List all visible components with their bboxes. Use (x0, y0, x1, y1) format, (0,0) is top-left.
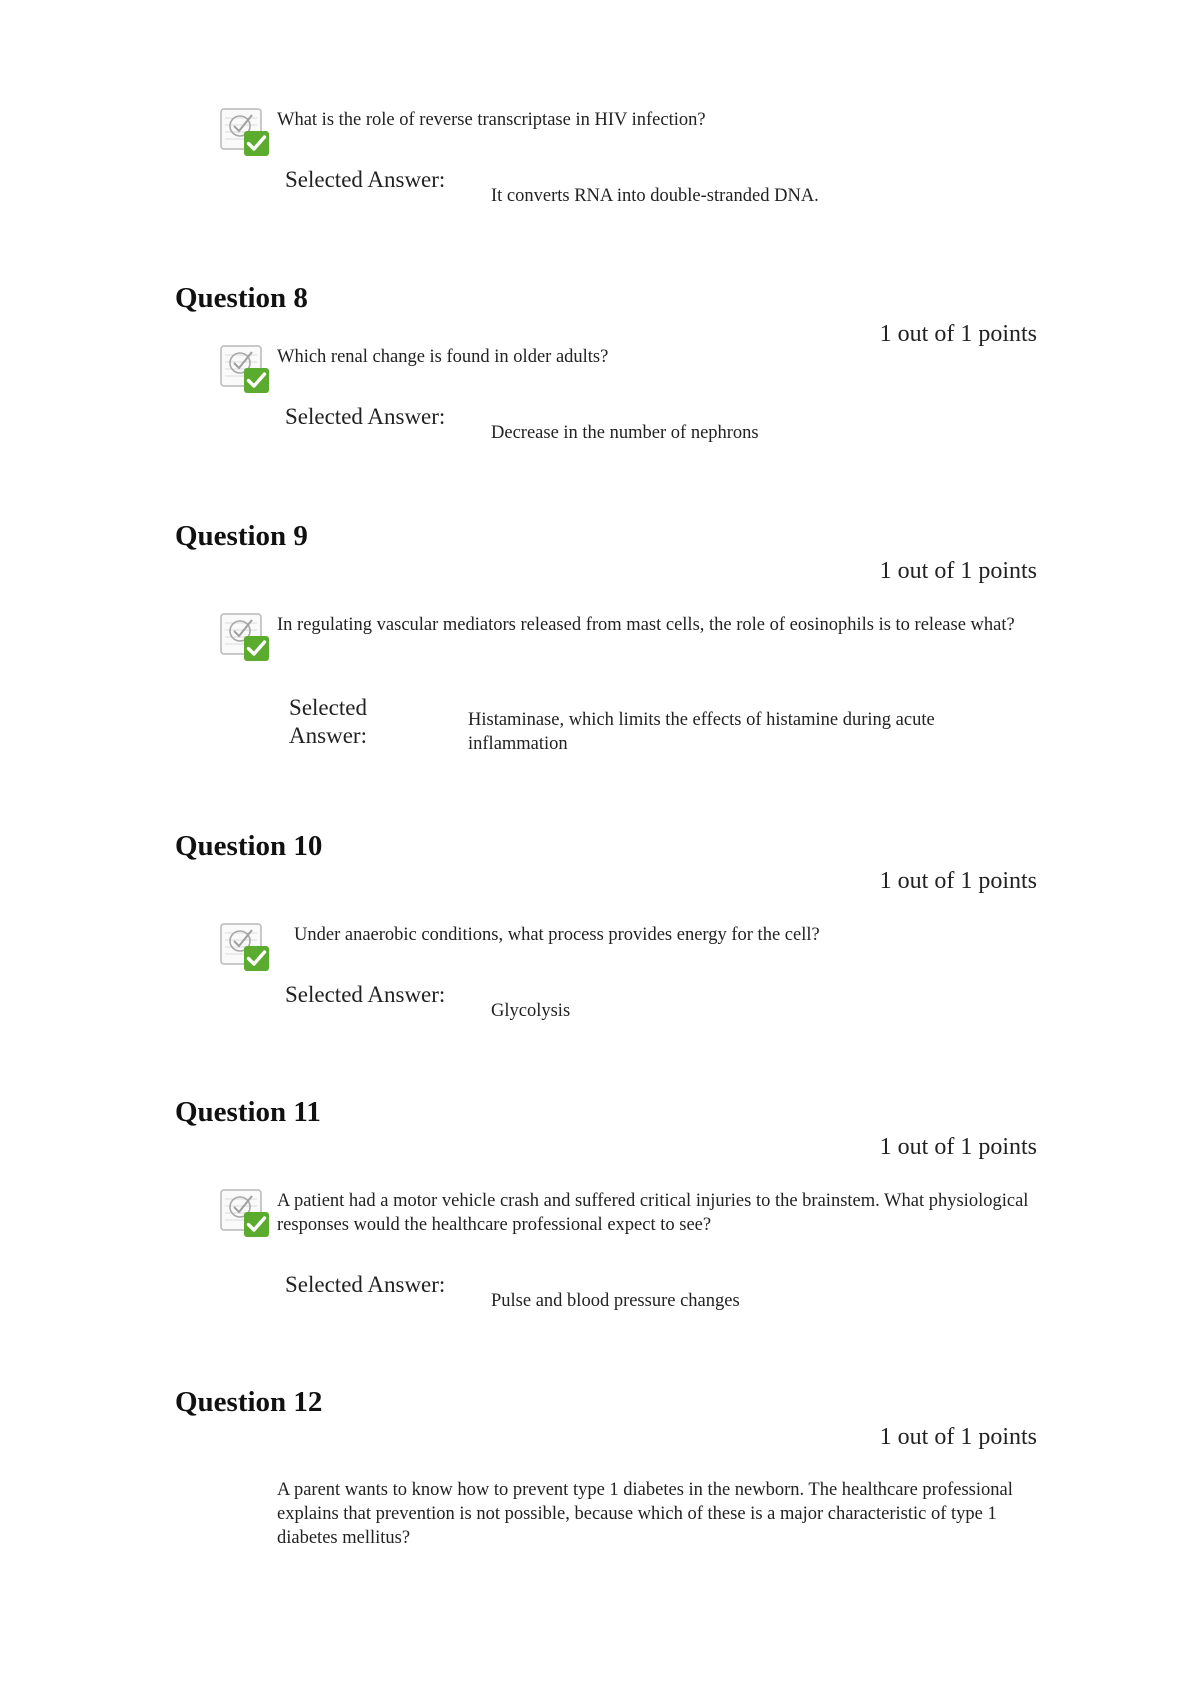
points-score: 1 out of 1 points (879, 868, 1037, 894)
selected-answer-label: Selected Answer: (289, 695, 367, 748)
correct-check-icon (219, 343, 271, 395)
selected-answer-text: Histaminase, which limits the effects of histamine during acute inflammation (468, 710, 935, 754)
correct-check-icon (219, 611, 271, 663)
question-heading: Question 11 (175, 1096, 321, 1128)
question-text: What is the role of reverse transcriptase in HIV infection? (277, 110, 706, 130)
question-heading: Question 12 (175, 1386, 323, 1418)
question-text: Under anaerobic conditions, what process provides energy for the cell? (294, 925, 820, 945)
selected-answer-text: Decrease in the number of nephrons (491, 423, 759, 443)
selected-answer-label: Selected Answer: (285, 1272, 446, 1297)
question-heading: Question 9 (175, 520, 308, 552)
question-text: In regulating vascular mediators released from mast cells, the role of eosinophils is to release what? (277, 615, 1015, 635)
selected-answer-text: Pulse and blood pressure changes (491, 1291, 740, 1311)
points-score: 1 out of 1 points (879, 1134, 1037, 1160)
question-text: A parent wants to know how to prevent type 1 diabetes in the newborn. The healthcare professional explains that prevention is not possible, because which of these is a major characteristic of type 1 diabetes mellitus? (277, 1480, 1013, 1548)
question-text: Which renal change is found in older adults? (277, 347, 609, 367)
points-score: 1 out of 1 points (879, 1424, 1037, 1450)
selected-answer-text: Glycolysis (491, 1001, 571, 1021)
selected-answer-label: Selected Answer: (285, 404, 446, 429)
selected-answer-text: It converts RNA into double-stranded DNA. (491, 186, 819, 206)
points-score: 1 out of 1 points (879, 558, 1037, 584)
selected-answer-label: Selected Answer: (285, 167, 446, 192)
points-score: 1 out of 1 points (879, 321, 1037, 347)
question-heading: Question 8 (175, 282, 308, 314)
correct-check-icon (219, 106, 271, 158)
question-text: A patient had a motor vehicle crash and suffered critical injuries to the brainstem. What physiological responses would the healthcare professional expect to see? (277, 1191, 1029, 1235)
correct-check-icon (219, 1187, 271, 1239)
correct-check-icon (219, 921, 271, 973)
selected-answer-label: Selected Answer: (285, 982, 446, 1007)
question-heading: Question 10 (175, 830, 323, 862)
